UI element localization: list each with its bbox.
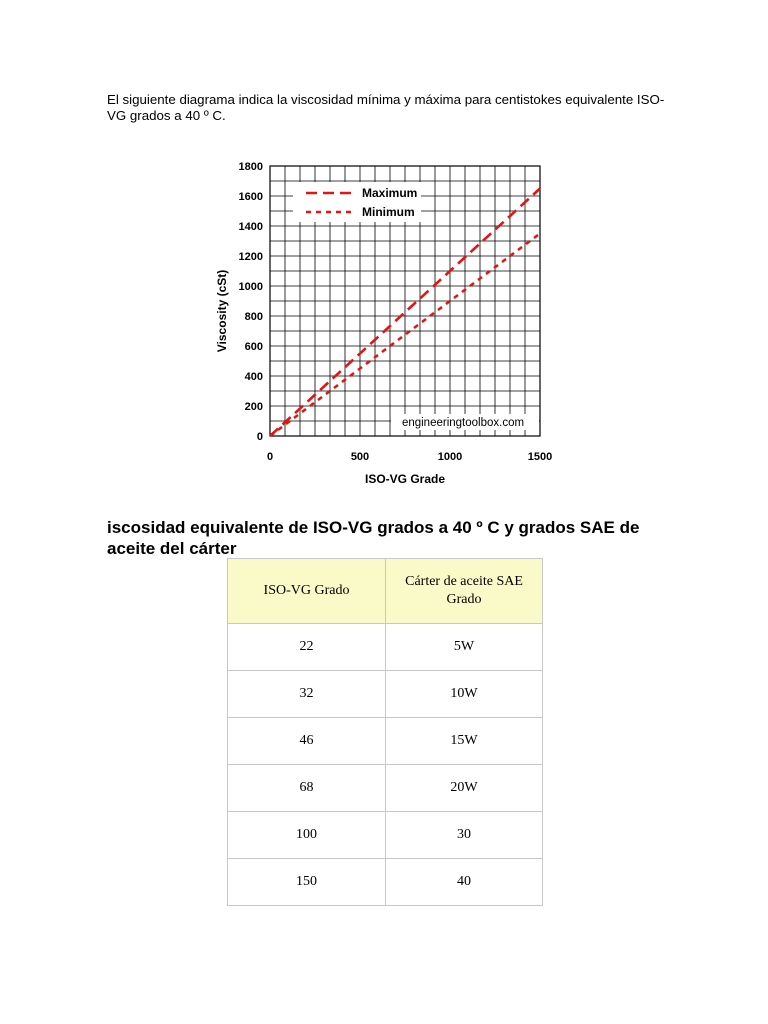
- iso-sae-table: [227, 558, 543, 906]
- iso-cell: 22: [228, 624, 386, 671]
- sae-cell: 20W: [386, 765, 543, 812]
- sae-cell: 15W: [386, 718, 543, 765]
- iso-cell: 100: [228, 812, 386, 859]
- legend-label-minimum: Minimum: [362, 205, 415, 219]
- table-row: [228, 718, 543, 765]
- iso-cell: 32: [228, 671, 386, 718]
- y-tick-label: 1600: [238, 191, 263, 203]
- iso-cell: 46: [228, 718, 386, 765]
- sae-cell: 40: [386, 859, 543, 906]
- iso-cell: 68: [228, 765, 386, 812]
- table-row: [228, 765, 543, 812]
- y-tick-label: 400: [244, 371, 263, 383]
- y-tick-label: 0: [256, 431, 263, 443]
- y-tick-label: 1000: [238, 281, 263, 293]
- table-header-row: [228, 559, 543, 624]
- sae-cell: 30: [386, 812, 543, 859]
- table-row: [228, 671, 543, 718]
- y-tick-label: 200: [244, 401, 263, 413]
- y-tick-label: 1200: [238, 251, 263, 263]
- watermark-text: engineeringtoolbox.com: [401, 417, 525, 429]
- viscosity-chart: [205, 152, 565, 492]
- section-heading: iscosidad equivalente de ISO-VG grados a 40 º C y grados SAE de aceite del cárter: [107, 518, 640, 558]
- header-sae: Cárter de aceite SAE Grado: [386, 559, 543, 624]
- y-tick-label: 1400: [238, 221, 263, 233]
- x-axis-label: ISO-VG Grade: [364, 472, 446, 486]
- y-axis-label: Viscosity (cSt): [215, 269, 229, 353]
- table-row: [228, 812, 543, 859]
- y-tick-label: 1800: [238, 161, 263, 173]
- table-row: [228, 624, 543, 671]
- x-tick-label: 0: [266, 451, 274, 463]
- x-tick-label: 1500: [527, 451, 553, 463]
- table-row: [228, 859, 543, 906]
- y-tick-label: 600: [244, 341, 263, 353]
- iso-cell: 150: [228, 859, 386, 906]
- x-tick-label: 1000: [437, 451, 463, 463]
- intro-paragraph: El siguiente diagrama indica la viscosidad mínima y máxima para centistokes equivalente ISO-VG grados a 40 º C.: [107, 92, 665, 123]
- sae-cell: 5W: [386, 624, 543, 671]
- y-tick-label: 800: [244, 311, 263, 323]
- legend-label-maximum: Maximum: [362, 186, 418, 200]
- sae-cell: 10W: [386, 671, 543, 718]
- header-iso-vg: ISO-VG Grado: [228, 559, 386, 624]
- x-tick-label: 500: [350, 451, 370, 463]
